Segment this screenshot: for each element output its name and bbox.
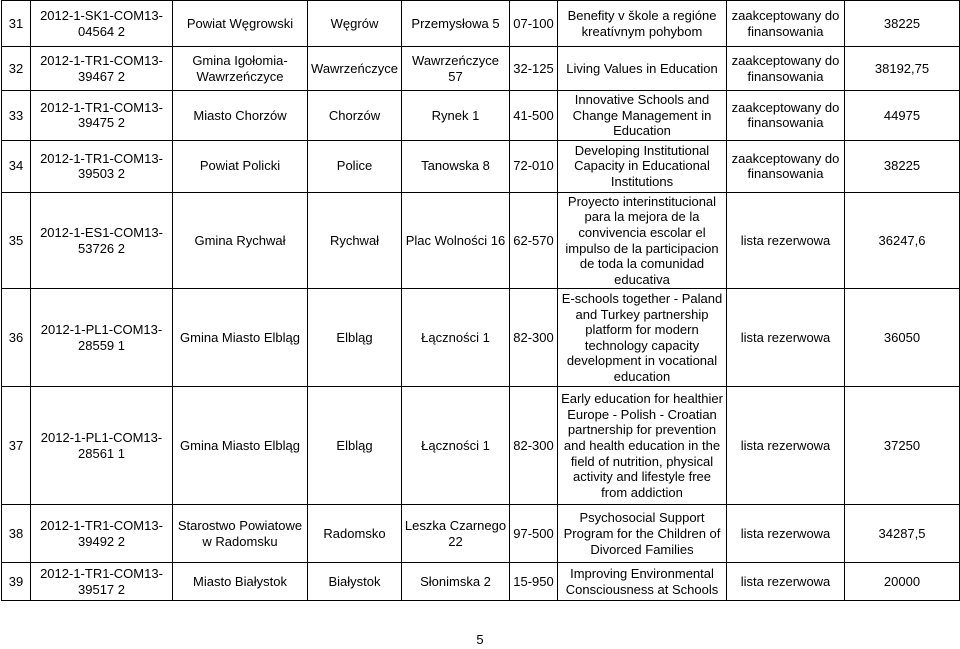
street-address: Wawrzeńczyce 57 xyxy=(412,52,499,84)
street-address-cell xyxy=(402,289,510,387)
project-number-cell xyxy=(31,563,173,601)
institution-name: Miasto Białystok xyxy=(193,574,287,590)
row-number: 35 xyxy=(8,232,24,248)
institution-name-cell xyxy=(173,47,308,91)
table-row xyxy=(2,1,960,47)
status: lista rezerwowa xyxy=(740,438,831,454)
city: Radomsko xyxy=(323,526,386,542)
street-address: Łączności 1 xyxy=(421,330,490,346)
city-cell xyxy=(308,192,402,289)
city: Chorzów xyxy=(328,107,381,123)
street-address-cell xyxy=(402,387,510,505)
status-cell xyxy=(727,91,845,141)
status-cell xyxy=(727,1,845,47)
grant-amount: 38192,75 xyxy=(874,60,930,76)
project-title-cell xyxy=(558,563,727,601)
postal-code: 15-950 xyxy=(513,574,554,590)
institution-name-cell xyxy=(173,505,308,563)
grant-amount-cell xyxy=(845,289,960,387)
project-title-cell xyxy=(558,91,727,141)
project-number: 2012-1-SK1-COM13-04564 2 xyxy=(40,7,163,39)
institution-name: Gmina Miasto Elbląg xyxy=(180,330,300,346)
status: zaakceptowany do finansowania xyxy=(731,7,840,39)
postal-code: 41-500 xyxy=(513,107,554,123)
project-number: 2012-1-ES1-COM13-53726 2 xyxy=(40,224,163,256)
grant-amount-cell xyxy=(845,47,960,91)
street-address-cell xyxy=(402,91,510,141)
row-number: 32 xyxy=(8,60,24,76)
status: lista rezerwowa xyxy=(740,526,831,542)
postal-code-cell xyxy=(510,289,558,387)
city: Węgrów xyxy=(330,15,379,31)
street-address: Łączności 1 xyxy=(421,438,490,454)
project-title: Living Values in Education xyxy=(566,60,718,76)
row-number-cell xyxy=(2,387,31,505)
status: zaakceptowany do finansowania xyxy=(731,52,840,84)
row-number: 33 xyxy=(8,107,24,123)
table-row xyxy=(2,289,960,387)
project-title-cell xyxy=(558,140,727,192)
project-title: Early education for healthier Europe - Polish - Croatian partnership for prevention and health education in the field of nutrition, physical activity and lifestyle free from addiction xyxy=(561,391,723,500)
row-number: 39 xyxy=(8,574,24,590)
street-address-cell xyxy=(402,192,510,289)
row-number-cell xyxy=(2,563,31,601)
row-number-cell xyxy=(2,1,31,47)
grant-amount-cell xyxy=(845,91,960,141)
project-number-cell xyxy=(31,289,173,387)
grant-amount-cell xyxy=(845,387,960,505)
table-body xyxy=(2,1,960,601)
postal-code-cell xyxy=(510,563,558,601)
institution-name: Gmina Igołomia-Wawrzeńczyce xyxy=(192,52,288,84)
project-title: Psychosocial Support Program for the Children of Divorced Families xyxy=(563,510,721,557)
city-cell xyxy=(308,47,402,91)
postal-code: 82-300 xyxy=(513,330,554,346)
project-number-cell xyxy=(31,140,173,192)
project-number: 2012-1-PL1-COM13-28561 1 xyxy=(40,430,163,461)
table-row xyxy=(2,140,960,192)
city-cell xyxy=(308,91,402,141)
project-number: 2012-1-TR1-COM13-39492 2 xyxy=(40,518,163,549)
project-number-cell xyxy=(31,47,173,91)
postal-code-cell xyxy=(510,505,558,563)
institution-name: Gmina Rychwał xyxy=(194,232,286,248)
street-address: Rynek 1 xyxy=(431,107,480,123)
street-address: Słonimska 2 xyxy=(420,574,491,590)
project-title-cell xyxy=(558,47,727,91)
table-row xyxy=(2,505,960,563)
status: zaakceptowany do finansowania xyxy=(731,150,840,182)
row-number: 36 xyxy=(8,330,24,346)
project-title-cell xyxy=(558,505,727,563)
institution-name: Powiat Policki xyxy=(199,158,281,174)
project-number: 2012-1-TR1-COM13-39467 2 xyxy=(40,52,163,84)
page-number: 5 xyxy=(476,632,484,647)
city: Rychwał xyxy=(329,232,380,248)
postal-code: 62-570 xyxy=(513,232,554,248)
institution-name-cell xyxy=(173,289,308,387)
postal-code: 97-500 xyxy=(513,526,554,542)
row-number: 34 xyxy=(8,158,24,174)
project-title: Innovative Schools and Change Management in Education xyxy=(572,92,712,139)
city: Police xyxy=(336,158,373,174)
project-title: Improving Environmental Consciousness at Schools xyxy=(565,566,719,597)
street-address: Przemysłowa 5 xyxy=(411,15,500,31)
row-number-cell xyxy=(2,192,31,289)
postal-code: 72-010 xyxy=(513,158,554,174)
grant-amount: 20000 xyxy=(883,574,921,590)
row-number: 31 xyxy=(8,15,24,31)
table-row xyxy=(2,192,960,289)
row-number-cell xyxy=(2,91,31,141)
institution-name-cell xyxy=(173,563,308,601)
city: Elbląg xyxy=(336,330,373,346)
postal-code: 82-300 xyxy=(513,438,554,454)
street-address-cell xyxy=(402,505,510,563)
status: lista rezerwowa xyxy=(740,330,831,346)
city-cell xyxy=(308,505,402,563)
status-cell xyxy=(727,140,845,192)
row-number-cell xyxy=(2,505,31,563)
row-number-cell xyxy=(2,289,31,387)
status-cell xyxy=(727,563,845,601)
project-number: 2012-1-TR1-COM13-39503 2 xyxy=(40,150,163,182)
postal-code-cell xyxy=(510,91,558,141)
grant-amount-cell xyxy=(845,1,960,47)
row-number: 38 xyxy=(8,526,24,542)
street-address-cell xyxy=(402,47,510,91)
project-title-cell xyxy=(558,289,727,387)
table-row xyxy=(2,91,960,141)
project-number: 2012-1-PL1-COM13-28559 1 xyxy=(40,322,163,353)
grant-amount-cell xyxy=(845,563,960,601)
postal-code: 07-100 xyxy=(513,15,554,31)
grant-amount: 38225 xyxy=(883,15,921,31)
project-title: E-schools together - Paland and Turkey partnership platform for modern technology capacity development in vocational education xyxy=(561,291,723,385)
institution-name: Starostwo Powiatowe w Radomsku xyxy=(177,518,303,549)
grant-amount: 38225 xyxy=(883,158,921,174)
grant-amount-cell xyxy=(845,192,960,289)
postal-code-cell xyxy=(510,192,558,289)
table-row xyxy=(2,563,960,601)
city-cell xyxy=(308,563,402,601)
city: Wawrzeńczyce xyxy=(311,60,398,76)
grant-amount-cell xyxy=(845,505,960,563)
status-cell xyxy=(727,192,845,289)
institution-name: Powiat Węgrowski xyxy=(186,15,294,31)
city-cell xyxy=(308,289,402,387)
table-row xyxy=(2,387,960,505)
city: Elbląg xyxy=(336,438,373,454)
status: zaakceptowany do finansowania xyxy=(731,99,840,131)
grant-amount: 36247,6 xyxy=(878,232,926,248)
project-number-cell xyxy=(31,387,173,505)
project-number: 2012-1-TR1-COM13-39517 2 xyxy=(40,566,163,597)
grant-amount: 37250 xyxy=(883,438,921,454)
project-number-cell xyxy=(31,505,173,563)
postal-code-cell xyxy=(510,1,558,47)
row-number: 37 xyxy=(8,438,24,454)
grants-table xyxy=(1,0,960,601)
postal-code-cell xyxy=(510,140,558,192)
row-number-cell xyxy=(2,140,31,192)
project-title: Developing Institutional Capacity in Educational Institutions xyxy=(574,142,710,190)
project-title: Benefity v škole a regióne kreatívnym pohybom xyxy=(567,7,717,39)
institution-name-cell xyxy=(173,91,308,141)
city-cell xyxy=(308,1,402,47)
table-row xyxy=(2,47,960,91)
street-address: Plac Wolności 16 xyxy=(405,232,506,248)
row-number-cell xyxy=(2,47,31,91)
status-cell xyxy=(727,47,845,91)
street-address-cell xyxy=(402,1,510,47)
status: lista rezerwowa xyxy=(740,574,831,590)
project-number-cell xyxy=(31,192,173,289)
project-title: Proyecto interinstitucional para la mejora de la convivencia escolar el impulso de la participacion de toda la comunidad educativa xyxy=(565,193,719,287)
institution-name-cell xyxy=(173,1,308,47)
city: Białystok xyxy=(328,574,381,590)
project-title-cell xyxy=(558,192,727,289)
postal-code-cell xyxy=(510,47,558,91)
project-number-cell xyxy=(31,1,173,47)
street-address: Tanowska 8 xyxy=(421,158,490,174)
postal-code-cell xyxy=(510,387,558,505)
institution-name: Gmina Miasto Elbląg xyxy=(180,438,300,454)
institution-name-cell xyxy=(173,140,308,192)
institution-name: Miasto Chorzów xyxy=(193,107,287,123)
status-cell xyxy=(727,387,845,505)
grant-amount: 34287,5 xyxy=(878,526,926,542)
status: lista rezerwowa xyxy=(740,232,831,248)
project-number-cell xyxy=(31,91,173,141)
grant-amount-cell xyxy=(845,140,960,192)
street-address: Leszka Czarnego 22 xyxy=(404,518,507,549)
project-title-cell xyxy=(558,1,727,47)
institution-name-cell xyxy=(173,192,308,289)
grant-amount: 36050 xyxy=(883,330,921,346)
status-cell xyxy=(727,289,845,387)
postal-code: 32-125 xyxy=(513,60,554,76)
grant-amount: 44975 xyxy=(883,107,921,123)
city-cell xyxy=(308,387,402,505)
institution-name-cell xyxy=(173,387,308,505)
city-cell xyxy=(308,140,402,192)
project-number: 2012-1-TR1-COM13-39475 2 xyxy=(40,99,163,131)
project-title-cell xyxy=(558,387,727,505)
street-address-cell xyxy=(402,140,510,192)
status-cell xyxy=(727,505,845,563)
street-address-cell xyxy=(402,563,510,601)
